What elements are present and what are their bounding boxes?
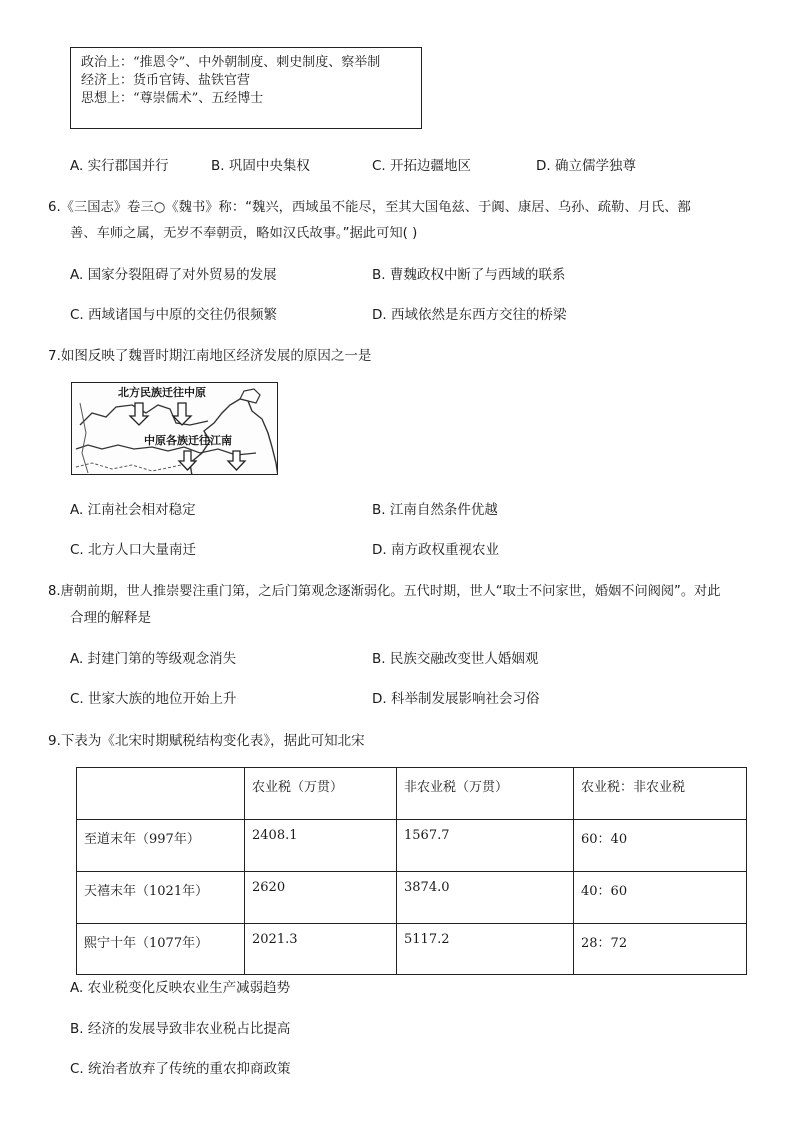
q5-material-line: 政治上：“推恩令”、中外朝制度、刺史制度、察举制 (81, 55, 381, 70)
table-cell: 天禧末年（1021年） (77, 872, 245, 924)
q5-option-a[interactable]: A. 实行郡国并行 (70, 158, 169, 174)
map-label-central: 中原各族迁往江南 (144, 434, 232, 447)
q7-option-b[interactable]: B. 江南自然条件优越 (372, 502, 498, 518)
q6-option-a[interactable]: A. 国家分裂阻碍了对外贸易的发展 (70, 267, 277, 283)
table-cell: 3874.0 (397, 872, 574, 924)
q8-option-a[interactable]: A. 封建门第的等级观念消失 (70, 651, 237, 667)
table-cell: 40：60 (574, 872, 747, 924)
q6-option-d[interactable]: D. 西域依然是东西方交往的桥梁 (372, 307, 567, 323)
table-header-cell (77, 768, 245, 820)
western-line (80, 403, 88, 473)
q5-option-c[interactable]: C. 开拓边疆地区 (372, 158, 472, 174)
table-cell: 28：72 (574, 924, 747, 975)
q6-stem-line2: 善、车师之属，无岁不奉朝贡，略如汉氏故事。”据此可知( ) (70, 226, 418, 241)
q8-option-b[interactable]: B. 民族交融改变世人婚姻观 (372, 651, 539, 667)
q5-option-b[interactable]: B. 巩固中央集权 (211, 158, 310, 174)
q7-stem: 7.如图反映了魏晋时期江南地区经济发展的原因之一是 (48, 348, 372, 364)
q5-material-box (70, 47, 422, 129)
q8-stem-line2: 合理的解释是 (70, 610, 151, 626)
arrow-south-icon (179, 451, 196, 470)
q8-option-c[interactable]: C. 世家大族的地位开始上升 (70, 691, 237, 707)
table-row (77, 820, 747, 872)
q9-option-b[interactable]: B. 经济的发展导致非农业税占比提高 (70, 1021, 291, 1037)
table-header-cell: 非农业税（万贯） (397, 768, 574, 820)
table-header-cell: 农业税（万贯） (245, 768, 397, 820)
map-label-north: 北方民族迁往中原 (118, 386, 206, 399)
q7-option-a[interactable]: A. 江南社会相对稳定 (70, 502, 196, 518)
q7-option-c[interactable]: C. 北方人口大量南迁 (70, 542, 197, 558)
q6-option-c[interactable]: C. 西域诸国与中原的交往仍很频繁 (70, 307, 278, 323)
yellow-river (80, 405, 208, 425)
table-cell: 2021.3 (245, 924, 397, 975)
q5-option-d[interactable]: D. 确立儒学独尊 (536, 158, 636, 174)
arrow-south-icon (130, 403, 148, 425)
migration-map (71, 382, 278, 475)
table-row (77, 924, 747, 975)
table-cell: 5117.2 (397, 924, 574, 975)
migration-map-graphic (72, 383, 278, 475)
q9-stem: 9.下表为《北宋时期赋税结构变化表》，据此可知北宋 (48, 733, 365, 749)
table-cell: 2408.1 (245, 820, 397, 872)
peninsula (240, 389, 260, 403)
q9-option-a[interactable]: A. 农业税变化反映农业生产减弱趋势 (70, 980, 291, 996)
table-cell: 2620 (245, 872, 397, 924)
q6-option-b[interactable]: B. 曹魏政权中断了与西域的联系 (372, 267, 566, 283)
table-row (77, 872, 747, 924)
border-line (76, 463, 190, 471)
q8-option-d[interactable]: D. 科举制发展影响社会习俗 (372, 691, 540, 707)
table-header-cell: 农业税：非农业税 (574, 768, 747, 820)
table-cell: 至道末年（997年） (77, 820, 245, 872)
table-cell: 1567.7 (397, 820, 574, 872)
tax-structure-table (76, 767, 747, 975)
q5-material-line: 经济上：货币官铸、盐铁官营 (81, 73, 251, 88)
q7-option-d[interactable]: D. 南方政权重视农业 (372, 542, 499, 558)
q8-stem-line1: 8.唐朝前期，世人推崇婴注重门第，之后门第观念逐渐弱化。五代时期，世人“取士不问家世，婚姻不问阀阅”。对此 (48, 584, 721, 599)
table-cell: 熙宁十年（1077年） (77, 924, 245, 975)
q6-stem-line1: 6.《三国志》卷三○《魏书》称：“魏兴，西域虽不能尽，至其大国龟兹、于阗、康居、乌孙、疏勒、月氏、鄯 (48, 200, 691, 215)
table-cell: 60：40 (574, 820, 747, 872)
q5-material-line: 思想上：“尊崇儒术”、五经博士 (81, 91, 264, 106)
q9-option-c[interactable]: C. 统治者放弃了传统的重农抑商政策 (70, 1061, 291, 1077)
table-header-row (77, 768, 747, 820)
